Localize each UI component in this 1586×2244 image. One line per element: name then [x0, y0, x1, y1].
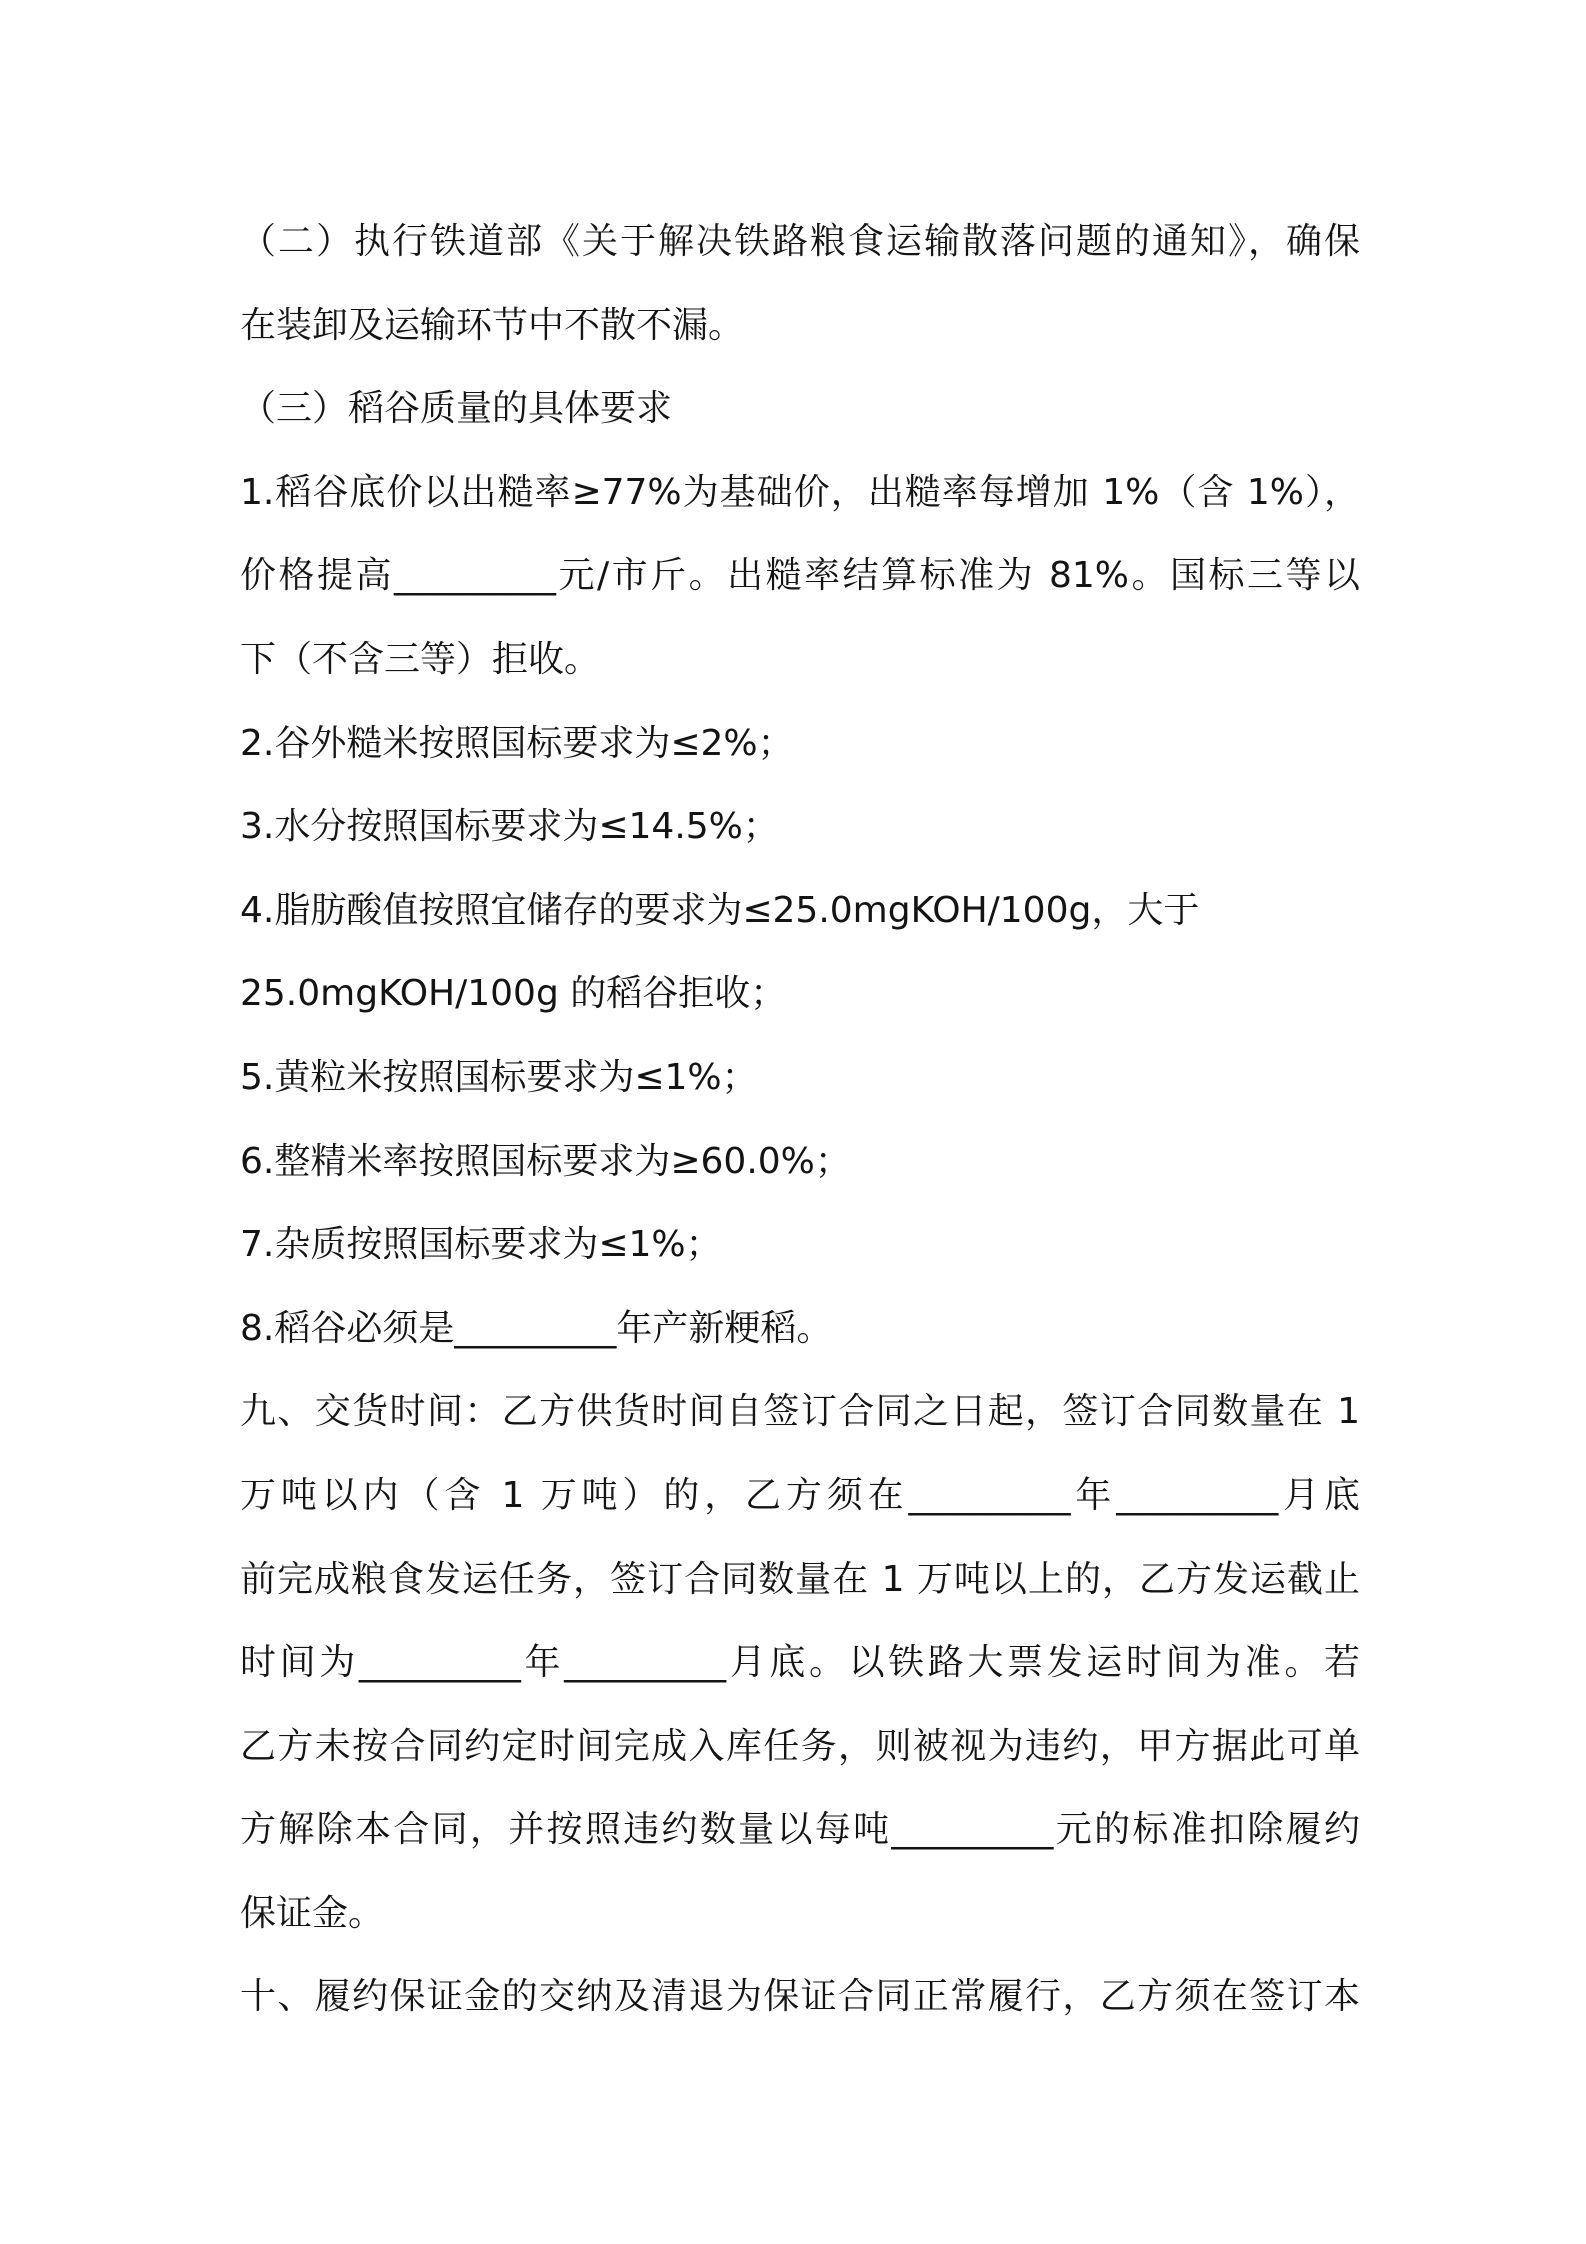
- list-item: 2.谷外糙米按照国标要求为≤2%；: [240, 722, 794, 764]
- text-line: 方解除本合同，并按照违约数量以每吨_________元的标准扣除履约: [240, 1809, 1360, 1851]
- text-line: 在装卸及运输环节中不散不漏。: [240, 304, 745, 346]
- text-line: 1.稻谷底价以出糙率≥77%为基础价，出糙率每增加 1%（含 1%），: [240, 471, 1360, 513]
- text-line: 价格提高_________元/市斤。出糙率结算标准为 81%。国标三等以: [240, 555, 1360, 597]
- list-item: 3.水分按照国标要求为≤14.5%；: [240, 806, 779, 848]
- document-body: [240, 200, 1360, 2039]
- text-line: 保证金。: [240, 1892, 385, 1934]
- list-item: 6.整精米率按照国标要求为≥60.0%；: [240, 1140, 851, 1182]
- section-heading: （三）稻谷质量的具体要求: [240, 388, 673, 430]
- text-line: 时间为_________年_________月底。以铁路大票发运时间为准。若: [240, 1642, 1360, 1684]
- text-line: 乙方未按合同约定时间完成入库任务，则被视为违约，甲方据此可单: [240, 1725, 1360, 1767]
- list-item: 5.黄粒米按照国标要求为≤1%；: [240, 1056, 758, 1098]
- list-item: 7.杂质按照国标要求为≤1%；: [240, 1224, 722, 1266]
- text-line: （二）执行铁道部《关于解决铁路粮食运输散落问题的通知》，确保: [240, 221, 1360, 262]
- text-line: 万吨以内（含 1 万吨）的，乙方须在_________年_________月底: [240, 1474, 1360, 1516]
- text-line: 前完成粮食发运任务，签订合同数量在 1 万吨以上的，乙方发运截止: [240, 1558, 1360, 1600]
- list-item: 4.脂肪酸值按照宜储存的要求为≤25.0mgKOH/100g，大于: [240, 889, 1200, 931]
- clause-line: 十、履约保证金的交纳及清退为保证合同正常履行，乙方须在签订本: [240, 1976, 1360, 2018]
- text-line: 25.0mgKOH/100g 的稻谷拒收；: [240, 973, 787, 1015]
- list-item: 8.稻谷必须是_________年产新粳稻。: [240, 1307, 833, 1349]
- clause-line: 九、交货时间：乙方供货时间自签订合同之日起，签订合同数量在 1: [240, 1391, 1360, 1433]
- text-line: 下（不含三等）拒收。: [240, 638, 601, 680]
